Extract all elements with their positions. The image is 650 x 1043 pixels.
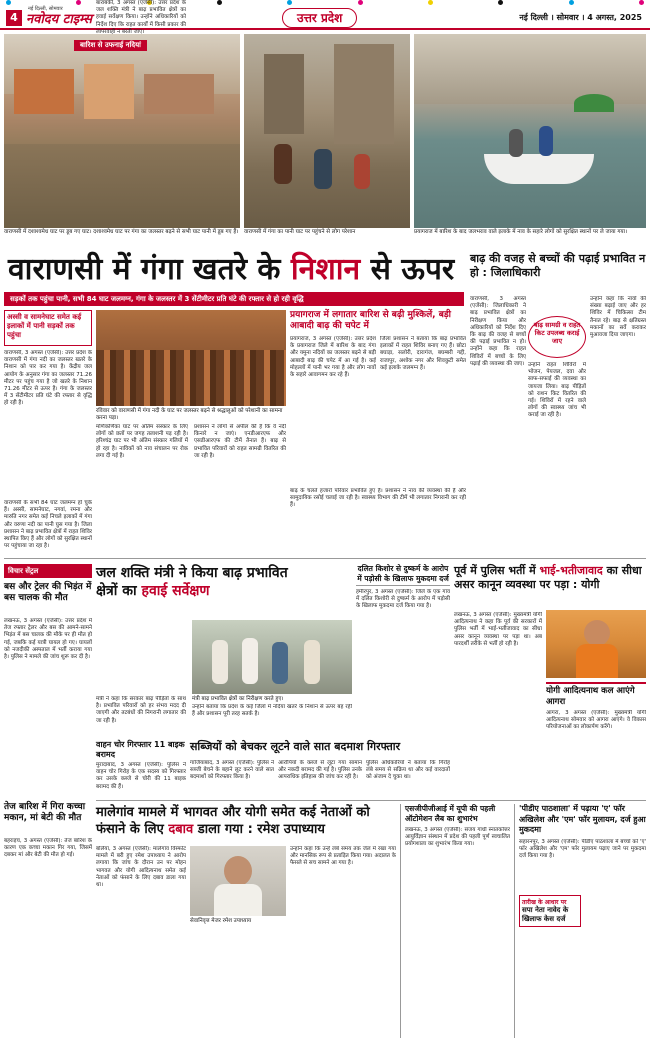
police-headline-red: भाई-भतीजावाद	[539, 564, 603, 577]
lead-side-box-text: अस्सी व सामनेघाट समेत कई इलाकों में पानी सड़कों तक पहुंचा	[7, 313, 82, 339]
schools-body3: उन्होंने कहा कि नावों की संख्या बढ़ाई जाए और हर शिविर में चिकित्सा टीम तैनात रहे। बाढ़ से क्षतिग्रस्त मकानों का सर्वे कराकर मुआवजा दिया जाएगा।	[590, 296, 646, 339]
police-headline-part2: का सीधा असर कानून व्यवस्था पर पड़ा : योगी	[454, 564, 642, 591]
photo-caption-3: प्रयागराज में बारिश के बाद जलभराव वाले इलाके में नाव के सहारे लोगों को सुरक्षित स्थानों पर ले जाया गया।	[414, 229, 628, 235]
magenta-dot	[76, 0, 81, 5]
magenta-dot	[358, 0, 363, 5]
dalit-body: हमीरपुर, 3 अगस्त (एजेंसी): जिले के एक गांव में दलित किशोरी से दुष्कर्म के आरोप में पड़ोसी के खिलाफ मुकदमा दर्ज किया गया है।	[356, 589, 450, 610]
jalshakti-body3: उन्होंने बताया कि प्रदेश के कई जिलों में नदियां खतरे के निशान से ऊपर बह रही हैं और प्रशासन पूरी तरह सतर्क है।	[192, 704, 352, 718]
vehicle-body: मुरादाबाद, 3 अगस्त (एजेंसी): पुलिस ने वाहन चोर गिरोह के एक सदस्य को गिरफ्तार कर उसके कब्जे से चोरी की 11 बाइक बरामद की हैं।	[96, 762, 186, 790]
photo-varanasi-crowd	[96, 310, 286, 406]
pdp-headline: 'पीडीए पाठशाला' में पढ़ाया 'ए' फॉर अखिलेश और 'एम' फॉर मुलायम, दर्ज हुआ मुकदमा	[519, 804, 646, 834]
brand-sub: नई दिल्ली, सोमवार	[28, 6, 63, 12]
dalit-headline: दलित किशोर से दुष्कर्म के आरोप में पड़ोसी के खिलाफ मुकदमा दर्ज	[356, 564, 450, 586]
malegaon-headline	[96, 804, 396, 838]
page-number: 4	[6, 10, 22, 26]
malegaon-photo-caption: सेवानिवृत्त मेजर रमेश उपाध्याय	[190, 918, 252, 924]
cyan-dot	[287, 0, 292, 5]
malegaon-body1: बलिया, 3 अगस्त (एजेंसी): मालेगांव विस्फोट मामले में बरी हुए रमेश उपाध्याय ने आरोप लगाया कि जांच के दौरान उन पर मोहन भागवत और योगी आदित्यनाथ समेत कई नेताओं को फंसाने के लिए दबाव डाला गया था।	[96, 846, 186, 889]
jalshakti-headline-black: जल शक्ति मंत्री ने किया बाढ़ प्रभावित क्षेत्रों का	[96, 565, 288, 599]
magenta-dot	[639, 0, 644, 5]
lead-photo-caption: रविवार को वाराणसी में गंगा नदी के घाट पर जलस्तर बढ़ने से श्रद्धालुओं को परेशानी का सामना करना पड़ा।	[96, 408, 283, 421]
pdp-body: सहारनपुर, 3 अगस्त (एजेंसी): पीडीए पाठशाला में बच्चों को 'ए' फॉर अखिलेश और 'एम' फॉर मुलायम पढ़ाए जाने पर मुकदमा दर्ज किया गया है।	[519, 838, 646, 859]
photo-minister	[192, 620, 352, 694]
pdp-subbox-headline: सपा नेता नावेद के खिलाफ केस दर्ज	[522, 905, 569, 923]
schools-headline: बाढ़ की वजह से बच्चों की पढ़ाई प्रभावित न हो : जिलाधिकारी	[470, 252, 646, 279]
lead-body-col2: वाराणसी के सभी 84 घाट जलमग्न हो चुके हैं। अस्सी, सामनेघाट, नगवां, रमना और मारुति नगर समेत कई निचले इलाकों में गंगा और वरुणा नदी का पानी घुस गया है। जिला प्रशासन ने बाढ़ प्रभावित क्षेत्रों में राहत शिविर स्थापित किए हैं और लोगों को सुरक्षित स्थानों पर पहुंचाया जा रहा है।	[4, 500, 92, 550]
photo-flooded-ghat	[244, 34, 410, 228]
photo-yogi	[546, 610, 646, 678]
photo-caption-2: वाराणसी में गंगा का पानी घाट पर पहुंचने से लोग परेशान	[244, 229, 356, 235]
malegaon-headline-red: दबाव	[168, 822, 194, 837]
schools-body1: वाराणसी, 3 अगस्त (एजेंसी): जिलाधिकारी ने बाढ़ प्रभावित क्षेत्रों का निरीक्षण किया और अधिकारियों को निर्देश दिए कि बाढ़ की वजह से बच्चों की पढ़ाई प्रभावित न हो। उन्होंने कहा कि राहत शिविरों में बच्चों के लिए पढ़ाई की व्यवस्था की जाए।	[470, 296, 526, 367]
yellow-dot	[428, 0, 433, 5]
malegaon-headline-part2: डाला गया : रमेश उपाध्याय	[197, 822, 325, 837]
dalit-box	[356, 564, 450, 736]
jalshakti-photo-caption: मंत्री बाढ़ प्रभावित क्षेत्रों का निरीक्षण करते हुए।	[192, 696, 284, 702]
sgpgi-body: लखनऊ, 3 अगस्त (एजेंसी): संजय गांधी स्नातकोत्तर आयुर्विज्ञान संस्थान में प्रदेश की पहली पूर्ण स्वचालित प्रयोगशाला का शुभारंभ किया गया।	[405, 827, 510, 848]
jalshakti-headline-red: हवाई सर्वेक्षण	[141, 583, 210, 599]
lead-body-col4: प्रशासन ने लोगों से अपील की है कि वे नदी किनारे न जाएं। एनडीआरएफ और एसडीआरएफ की टीमें तैनात हैं। बाढ़ से प्रभावित परिवारों को राहत सामग्री वितरित की जा रही है।	[194, 424, 286, 459]
police-headline	[454, 564, 646, 592]
schools-body2: उन्होंने राहत शिविरों में भोजन, पेयजल, दवा और साफ-सफाई की व्यवस्था का जायजा लिया। बाढ़ पीड़ितों को राशन किट वितरित की गई। शिविरों में रहने वाले लोगों की स्वास्थ्य जांच भी कराई जा रही है।	[528, 362, 586, 419]
divider	[4, 558, 646, 559]
sgpgi-box	[400, 804, 510, 1038]
malegaon-body2: उन्होंने कहा कि उन्हें लंबे समय तक जेल में रखा गया और मानसिक रूप से प्रताड़ित किया गया। अदालत के फैसले से सच सामने आ गया है।	[290, 846, 396, 867]
prayagraj-body1: प्रयागराज, 3 अगस्त (एजेंसी): उत्तर प्रदेश के प्रयागराज जिले में बारिश के बाद गंगा और यमुना नदियों का जलस्तर बढ़ने से बड़ी आबादी बाढ़ की चपेट में आ गई है। कई मोहल्लों में पानी भर गया है और लोग नावों के सहारे आवागमन कर रहे हैं।	[290, 336, 376, 379]
prayagraj-headline: प्रयागराज में लगातार बारिश से बढ़ी मुश्किलें, बड़ी आबादी बाढ़ की चपेट में	[290, 310, 452, 331]
lead-body-col3: मणिकर्णिका घाट पर अंतिम संस्कार के लिए लोगों को छतों पर जगह तलाशनी पड़ रही है। हरिश्चंद्र घाट पर भी अंतिम संस्कार गलियों में हो रहा है। नाविकों को नाव संचालन पर रोक लगा दी गई है।	[96, 424, 188, 459]
lead-headline-part1: वाराणसी में गंगा खतरे के	[8, 252, 281, 287]
schools-callout-text: बाढ़ सामग्री व राहत किट उपलब्ध कराई जाए	[533, 321, 581, 345]
dateline: नई दिल्ली । सोमवार । 4 अगस्त, 2025	[519, 13, 642, 22]
black-dot	[217, 0, 222, 5]
robbery-body1: गाजियाबाद, 3 अगस्त (एजेंसी): पुलिस ने सब्जी बेचने के बहाने लूट करने वाले सात बदमाशों को गिरफ्तार किया है।	[190, 760, 274, 781]
yogi-agra-headline: योगी आदित्यनाथ कल आएंगे आगरा	[546, 686, 635, 707]
prayagraj-body2: जिला प्रशासन ने बताया कि बाढ़ प्रभावित इलाकों में राहत शिविर बनाए गए हैं। छोटा बघाड़ा, सलोरी, दारागंज, बघम्बरी गद्दी, राजापुर, अशोक नगर और शिवकुटी समेत कई इलाके जलमग्न हैं।	[380, 336, 466, 371]
viewpoint-body: लखनऊ, 3 अगस्त (एजेंसी): उत्तर प्रदेश में तेज रफ्तार ट्रेलर और बस की आमने-सामने भिड़ंत में बस चालक की मौके पर ही मौत हो गई, जबकि कई यात्री घायल हो गए। घायलों को नजदीकी अस्पताल में भर्ती कराया गया है। पुलिस ने मामले की जांच शुरू कर दी है।	[4, 618, 92, 661]
robbery-body3: पुलिस अधिकारियों ने बताया कि गिरोह लंबे समय से सक्रिय था और कई वारदातों को अंजाम दे चुका था।	[366, 760, 450, 781]
viewpoint-label-text: विचार सेंट्रल	[8, 567, 39, 575]
viewpoint-headline: बस और ट्रेलर की भिड़ंत में बस चालक की मौत	[4, 582, 92, 603]
yogi-agra-body: आगरा, 3 अगस्त (एजेंसी): मुख्यमंत्री योगी आदित्यनाथ सोमवार को आगरा आएंगे। वे विकास परियोजनाओं का लोकार्पण करेंगे।	[546, 710, 646, 731]
brand-logo: नवोदय टाइम्स	[26, 12, 93, 27]
jalshakti-body2: मंत्री ने कहा कि सरकार बाढ़ पीड़ितों के साथ है। प्रभावित परिवारों को हर संभव मदद दी जाएगी और तटबंधों की निगरानी लगातार की जा रही है।	[96, 696, 186, 724]
divider	[96, 800, 646, 801]
sgpgi-headline: एसजीपीजीआई में यूपी की पहली ऑटोमेशन लैब का शुभारंभ	[405, 804, 496, 823]
lead-body-col1: वाराणसी, 3 अगस्त (एजेंसी): उत्तर प्रदेश के वाराणसी में गंगा नदी का जलस्तर खतरे के निशान को पार कर गया है। केंद्रीय जल आयोग के अनुसार गंगा का जलस्तर 71.26 मीटर पर पहुंच गया है जो खतरे के निशान 71.26 मीटर से ऊपर है। गंगा के जलस्तर में 3 सेंटीमीटर प्रति घंटे की रफ्तार से वृद्धि हो रही है।	[4, 350, 92, 407]
lead-headline-part2: से ऊपर	[370, 252, 455, 287]
pdp-subbox	[519, 895, 581, 927]
photo-label: बारिश से उफनाई नदियां	[74, 40, 147, 51]
pdp-box	[514, 804, 646, 1038]
schools-callout	[528, 316, 586, 358]
cyan-dot	[569, 0, 574, 5]
section-title: उत्तर प्रदेश	[282, 8, 357, 28]
lead-side-box	[4, 310, 92, 346]
cyan-dot	[6, 0, 11, 5]
robbery-body2: आरोपियों के कब्जे से लूटा गया सामान और नकदी बरामद की गई है। पुलिस उनके आपराधिक इतिहास की जांच कर रही है।	[278, 760, 362, 781]
viewpoint-label	[4, 564, 92, 578]
jalshakti-headline	[96, 564, 296, 600]
yogi-agra-box	[546, 682, 646, 798]
house-collapse-headline: तेज बारिश में गिरा कच्चा मकान, मां बेटी की मौत	[4, 802, 86, 823]
photo-ramesh-upadhyay	[190, 846, 286, 916]
lead-subhead: सड़कों तक पहुंचा पानी, सभी 84 घाट जलमग्न, गंगा के जलस्तर में 3 सेंटीमीटर प्रति घंटे की रफ्तार से हो रही वृद्धि	[4, 292, 464, 306]
prayagraj-body3: बाढ़ के चलते हजारों परिवार प्रभावित हुए हैं। प्रशासन ने नाव की व्यवस्था की है और सामुदायिक रसोई चलाई जा रही है। स्वास्थ्य विभाग की टीमें भी लगातार निगरानी कर रही हैं।	[290, 488, 466, 509]
photo-prayagraj-boat	[414, 34, 646, 228]
robbery-headline: सब्जियों को बेचकर लूटने वाले सात बदमाश गिरफ्तार	[190, 740, 401, 753]
vehicle-headline: वाहन चोर गिरफ्तार 11 बाइक बरामद	[96, 740, 185, 759]
malegaon-headline-part1: मालेगांव मामले में भागवत और योगी समेत कई नेताओं को फंसाने के लिए	[96, 805, 370, 837]
house-collapse-body: बहराइच, 3 अगस्त (एजेंसी): तेज बारिश के कारण एक कच्चा मकान गिर गया, जिसमें दबकर मां और बेटी की मौत हो गई।	[4, 838, 92, 859]
black-dot	[498, 0, 503, 5]
lead-headline-red: निशान	[290, 252, 361, 287]
pdp-subbox-label: तारीख के आधार पर	[522, 898, 567, 906]
police-headline-part1: पूर्व में पुलिस भर्ती में	[454, 564, 536, 577]
lead-headline	[8, 250, 468, 290]
jalshakti-body1: बाराबंकी, 3 अगस्त (एजेंसी): उत्तर प्रदेश के जल शक्ति मंत्री ने बाढ़ प्रभावित क्षेत्रों का हवाई सर्वेक्षण किया। उन्होंने अधिकारियों को निर्देश दिए कि राहत कार्यों में किसी प्रकार की लापरवाही न बरती जाए।	[96, 0, 186, 35]
photo-caption-1: वाराणसी में दशाश्वमेध घाट पर डूब गए घाट। दशाश्वमेध घाट पर गंगा का जलस्तर बढ़ने से सभी घाट पानी में डूब गए हैं।	[4, 229, 239, 235]
police-body: लखनऊ, 3 अगस्त (एजेंसी): मुख्यमंत्री योगी आदित्यनाथ ने कहा कि पूर्व की सरकारों में पुलिस भर्ती में भाई-भतीजावाद का सीधा असर कानून व्यवस्था पर पड़ा था। अब पारदर्शी तरीके से भर्ती हो रही है।	[454, 612, 542, 647]
